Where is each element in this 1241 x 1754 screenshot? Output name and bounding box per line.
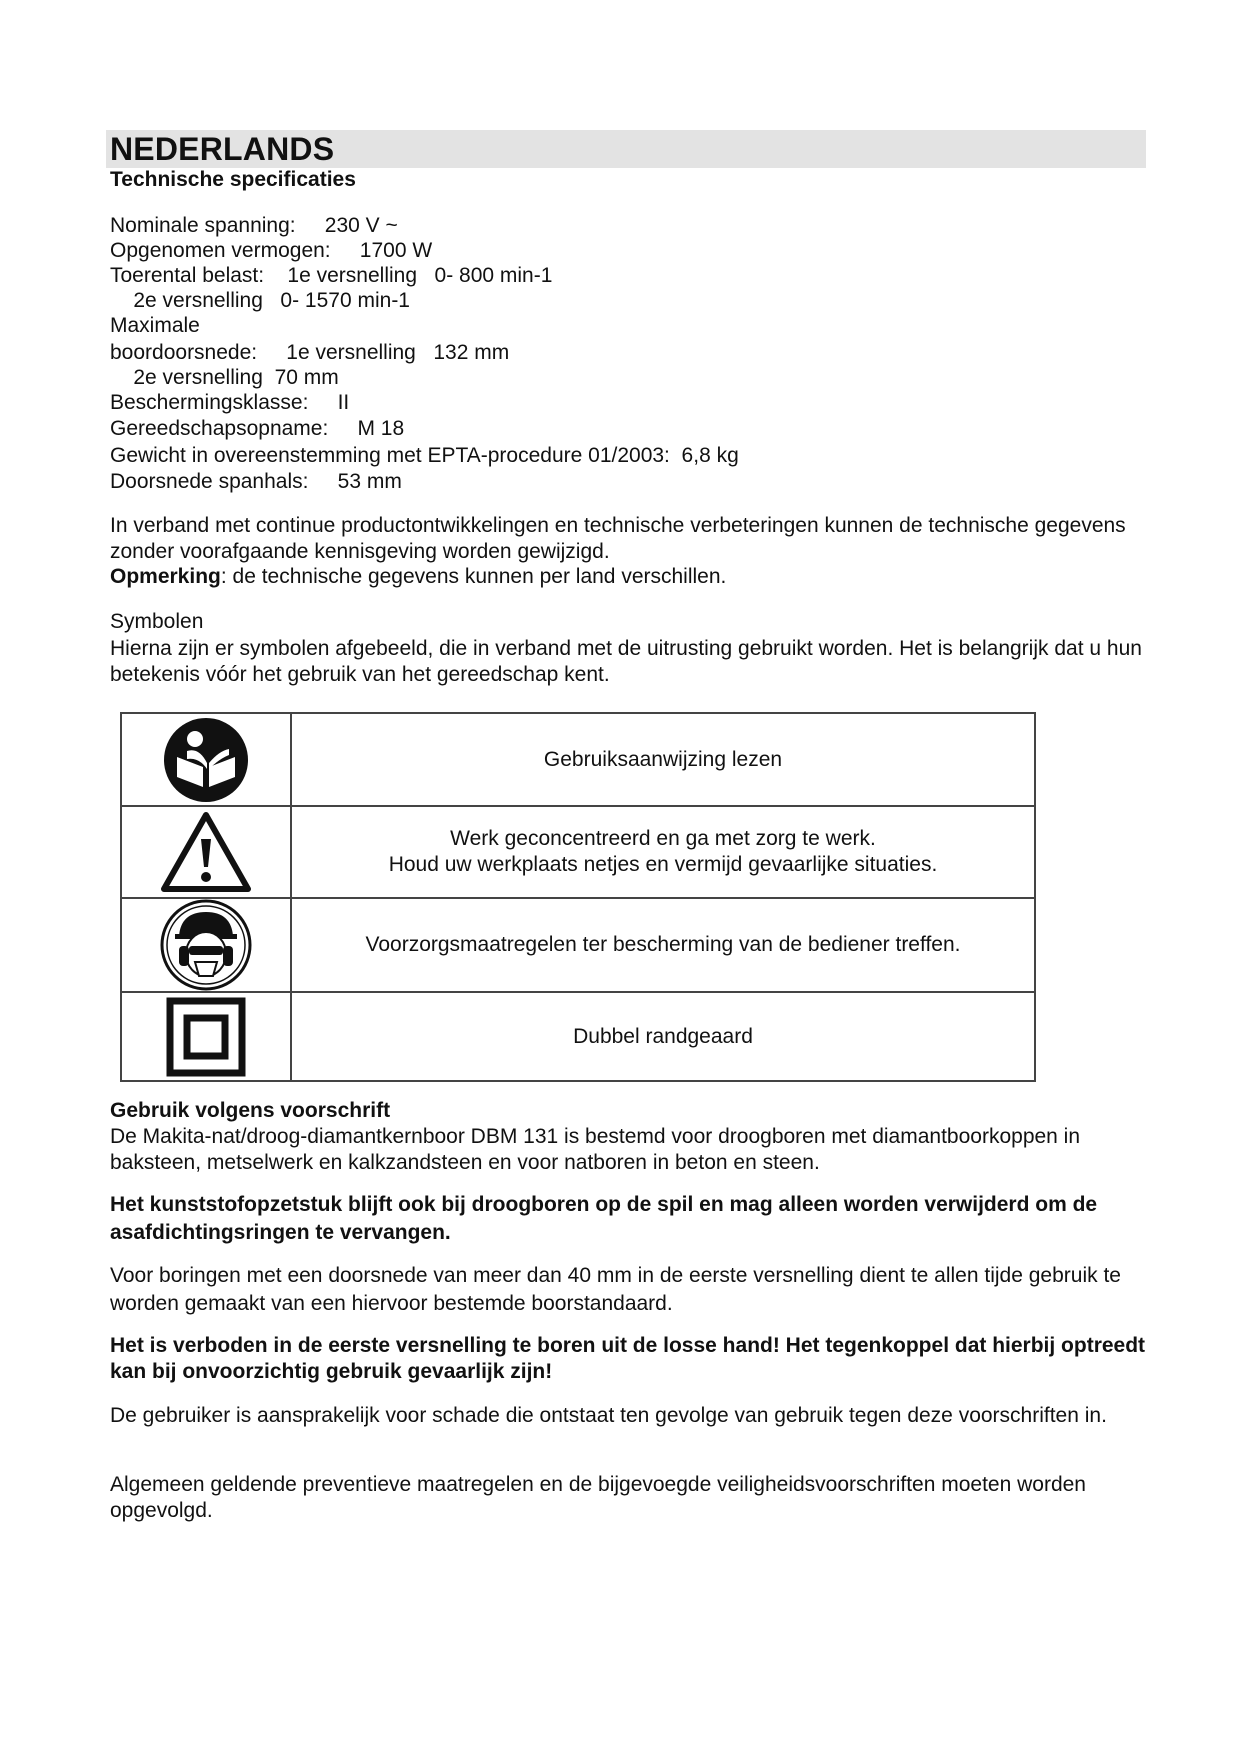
description-line: Houd uw werkplaats netjes en vermijd gevaarlijke situaties.	[388, 853, 938, 876]
icon-cell	[122, 899, 292, 991]
usage-paragraph: De Makita-nat/droog-diamantkernboor DBM 131 is bestemd voor droogboren met diamantboorkoppen in baksteen, metselwerk en kalkzandsteen en voor natboren in beton en steen.	[110, 1125, 1081, 1174]
spec-line: Toerental belast: 1e versnelling 0- 800 min-1	[110, 264, 553, 287]
spec-line: Gereedschapsopname: M 18	[110, 417, 405, 440]
table-row	[122, 897, 1034, 991]
spec-line: Nominale spanning: 230 V ~	[110, 214, 398, 237]
symbol-description	[292, 807, 1034, 897]
notice-text: In verband met continue productontwikkelingen en technische verbeteringen kunnen de technische gegevens zonder voorafgaande kennisgeving worden gewijzigd.	[110, 514, 1126, 563]
table-row	[122, 714, 1034, 805]
icon-cell	[122, 714, 292, 805]
usage-warning-paragraph: Het kunststofopzetstuk blijft ook bij droogboren op de spil en mag alleen worden verwijderd om de asafdichtingsringen te vervangen.	[110, 1193, 1098, 1244]
symbol-description	[292, 899, 1034, 991]
remark-label: Opmerking	[110, 565, 221, 588]
description-line: Gebruiksaanwijzing lezen	[543, 747, 783, 771]
usage-paragraph: De gebruiker is aansprakelijk voor schade die ontstaat ten gevolge van gebruik tegen deze voorschriften in.	[110, 1404, 1107, 1427]
spec-line: Maximale	[110, 314, 200, 337]
symbols-title: Symbolen	[110, 610, 204, 633]
double-insulation-icon	[166, 997, 246, 1077]
symbols-table	[120, 712, 1036, 1082]
spec-line: Opgenomen vermogen: 1700 W	[110, 239, 433, 262]
usage-warning-paragraph: Het is verboden in de eerste versnelling te boren uit de losse hand! Het tegenkoppel dat hierbij optreedt kan bij onvoorzichtig gebruik gevaarlijk zijn!	[110, 1334, 1146, 1383]
spec-line: 2e versnelling 70 mm	[110, 366, 339, 389]
usage-title: Gebruik volgens voorschrift	[110, 1099, 391, 1122]
description-line: Dubbel randgeaard	[573, 1024, 753, 1048]
warning-triangle-icon	[160, 811, 252, 893]
description-line: Werk geconcentreerd en ga met zorg te werk.	[450, 827, 876, 850]
table-row	[122, 991, 1034, 1080]
icon-cell	[122, 993, 292, 1080]
remark-text: : de technische gegevens kunnen per land verschillen.	[220, 565, 727, 588]
spec-line: boordoorsnede: 1e versnelling 132 mm	[110, 341, 510, 364]
spec-line: Gewicht in overeenstemming met EPTA-procedure 01/2003: 6,8 kg	[110, 444, 739, 467]
symbols-intro: Hierna zijn er symbolen afgebeeld, die in verband met de uitrusting gebruikt worden. Het is belangrijk dat u hun betekenis vóór het gebruik van het gereedschap kent.	[110, 637, 1142, 686]
usage-paragraph: Algemeen geldende preventieve maatregelen en de bijgevoegde veiligheidsvoorschriften moeten worden opgevolgd.	[110, 1473, 1086, 1522]
spec-line: Doorsnede spanhals: 53 mm	[110, 470, 402, 493]
table-row	[122, 805, 1034, 897]
symbol-description	[292, 714, 1034, 805]
spec-line: 2e versnelling 0- 1570 min-1	[110, 289, 410, 312]
spec-line: Beschermingsklasse: II	[110, 391, 350, 414]
section-title: Technische specificaties	[110, 168, 356, 191]
icon-cell	[122, 807, 292, 897]
read-manual-icon	[163, 717, 249, 803]
notice-paragraph	[110, 513, 1150, 590]
language-title: NEDERLANDS	[110, 131, 335, 167]
protective-equipment-icon	[159, 898, 253, 992]
symbol-description	[292, 993, 1034, 1080]
description-line: Voorzorgsmaatregelen ter bescherming van de bediener treffen.	[365, 933, 961, 956]
usage-paragraph: Voor boringen met een doorsnede van meer dan 40 mm in de eerste versnelling dient te allen tijde gebruik te worden gemaakt van een hiervoor bestemde boorstandaard.	[110, 1264, 1121, 1315]
